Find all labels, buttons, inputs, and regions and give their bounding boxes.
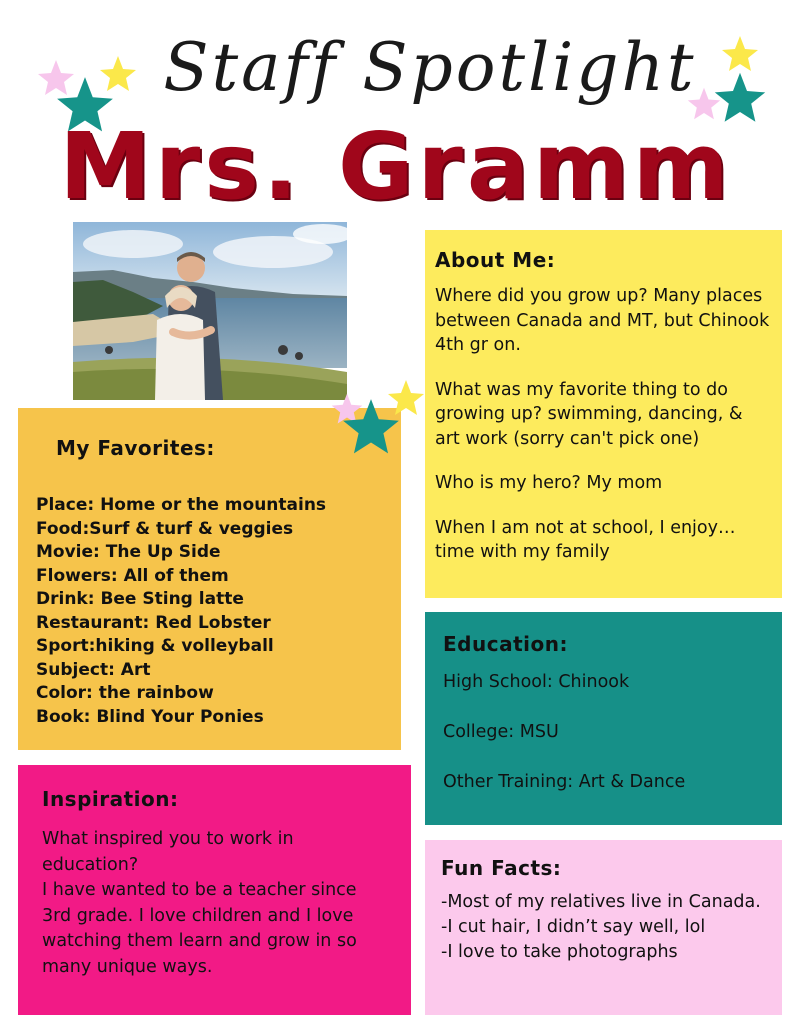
about-paragraph: When I am not at school, I enjoy… time with my family	[435, 517, 736, 562]
favorite-item: Movie: The Up Side	[36, 542, 221, 562]
favorites-heading: My Favorites:	[56, 436, 215, 460]
fun-facts-heading: Fun Facts:	[441, 856, 562, 880]
education-line: College: MSU	[443, 722, 559, 742]
fun-facts-panel	[425, 840, 782, 1015]
favorite-item: Sport:hiking & volleyball	[36, 636, 274, 656]
about-me-heading: About Me:	[435, 248, 556, 272]
inspiration-text: What inspired you to work in education? I have wanted to be a teacher since 3rd grade. I love children and I love watching them learn and grow in so many unique ways.	[42, 829, 357, 977]
education-heading: Education:	[443, 632, 568, 656]
about-paragraph: Where did you grow up? Many places between Canada and MT, but Chinook 4th gr on.	[435, 286, 770, 355]
fun-fact-line: -Most of my relatives live in Canada.	[441, 892, 761, 912]
favorite-item: Flowers: All of them	[36, 565, 229, 586]
about-paragraph: What was my favorite thing to do growing up? swimming, dancing, & art work (sorry can't pick one)	[435, 379, 743, 449]
fun-fact-line: -I cut hair, I didn’t say well, lol	[441, 917, 706, 937]
star-teal-icon	[340, 396, 402, 458]
couple-photo	[73, 222, 347, 400]
staff-name-title: Mrs. Gramm	[59, 113, 733, 220]
favorite-item: Book: Blind Your Ponies	[36, 706, 264, 727]
star-yellow-icon	[720, 34, 760, 74]
about-paragraph: Who is my hero? My mom	[435, 473, 663, 493]
favorites-panel	[18, 408, 401, 750]
fun-fact-line: -I love to take photographs	[441, 942, 678, 962]
favorite-item: Color: the rainbow	[36, 683, 214, 703]
favorite-item: Place: Home or the mountains	[36, 495, 327, 515]
favorites-list	[36, 494, 383, 729]
inspiration-heading: Inspiration:	[42, 787, 179, 811]
favorite-item: Restaurant: Red Lobster	[36, 612, 271, 633]
page-title-script: Staff Spotlight	[163, 29, 697, 106]
education-line: High School: Chinook	[443, 672, 630, 692]
favorite-item: Food:Surf & turf & veggies	[36, 518, 294, 539]
about-me-panel	[425, 230, 782, 598]
favorite-item: Drink: Bee Sting latte	[36, 589, 244, 609]
education-panel	[425, 612, 782, 825]
education-line: Other Training: Art & Dance	[443, 772, 686, 792]
favorite-item: Subject: Art	[36, 659, 151, 680]
inspiration-panel	[18, 765, 411, 1015]
